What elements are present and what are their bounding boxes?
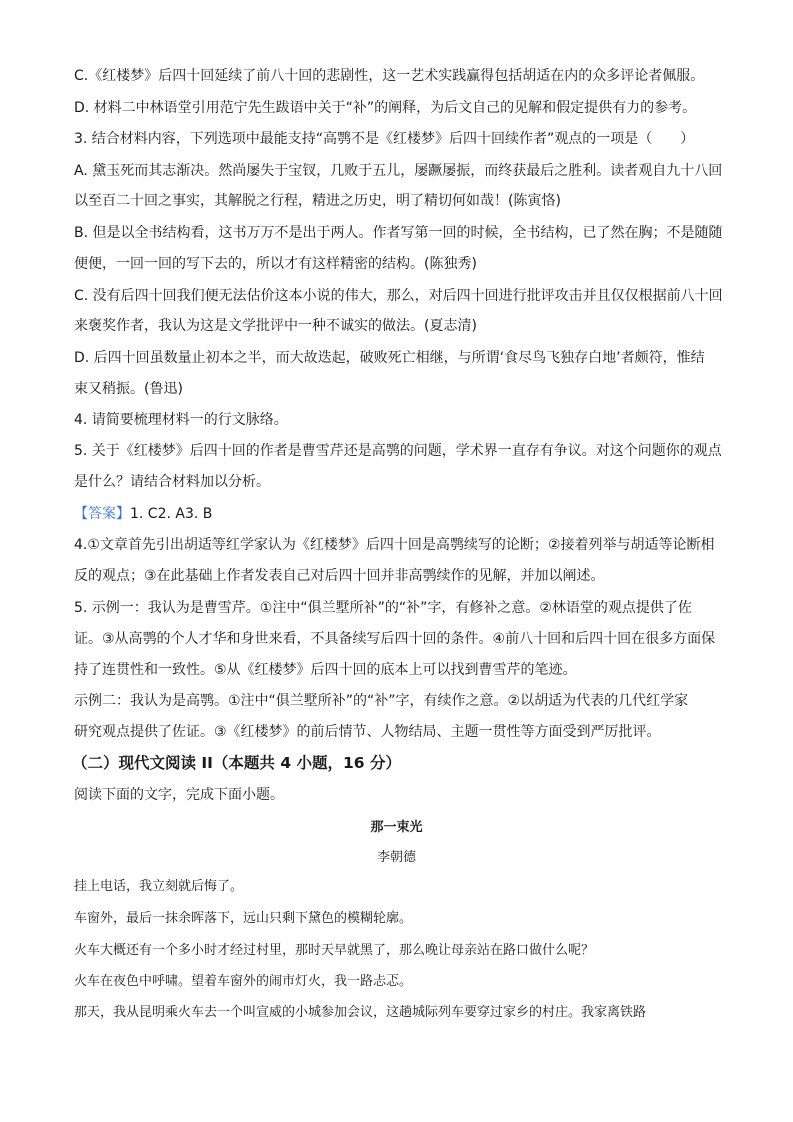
answer-5-line-2: 证。③从高鹗的个人才华和身世来看，不具备续写后四十回的条件。④前八十回和后四十回在很多方面保 — [74, 631, 716, 647]
story-paragraph: 火车在夜色中呼啸。望着车窗外的闹市灯火，我一路忐忑。 — [74, 974, 413, 989]
answer-5-line-1: 5. 示例一：我认为是曹雪芹。①注中“俱兰墅所补”的“补”字，有修补之意。②林语堂的观点提供了佐 — [74, 600, 692, 616]
q3-option-c-line-2: 来褒奖作者，我认为这是文学批评中一种不诚实的做法。(夏志清) — [74, 318, 477, 334]
q3-option-c-line-1: C. 没有后四十回我们便无法估价这本小说的伟大，那么，对后四十回进行批评攻击并且仅仅根据前八十回 — [74, 288, 723, 304]
q3-option-a-line-2: 以至百二十回之事实，其解脱之行程，精进之历史，明了精切何如哉！(陈寅恪) — [74, 193, 561, 209]
answer-tag: 【答案】 — [74, 506, 130, 522]
reading-instruction: 阅读下面的文字，完成下面小题。 — [74, 787, 284, 803]
q3-option-b-line-2: 便便，一回一回的写下去的，所以才有这样精密的结构。(陈独秀) — [74, 256, 477, 272]
story-paragraph: 那天，我从昆明乘火车去一个叫宣威的小城参加会议，这趟城际列车要穿过家乡的村庄。我家离铁路 — [74, 1005, 647, 1020]
answer-4-line-1: 4.①文章首先引出胡适等红学家认为《红楼梦》后四十回是高鹗续写的论断；②接着列举与胡适等论断相 — [74, 537, 715, 553]
q3-option-a-line-1: A. 黛玉死而其志渐决。然尚屡失于宝钗，几败于五儿，屡蹶屡振，而终获最后之胜利。读者观自九十八回 — [74, 163, 723, 179]
question-3: 3. 结合材料内容，下列选项中最能支持“高鹗不是《红楼梦》后四十回续作者”观点的一项是（ ） — [74, 131, 695, 147]
q3-option-d-line-1: D. 后四十回虽数量止初本之半，而大故迭起，破败死亡相继，与所谓‘食尽鸟飞独存白地’者颇符，惟结 — [74, 350, 705, 366]
story-paragraph: 火车大概还有一个多小时才经过村里，那时天早就黑了，那么晚让母亲站在路口做什么呢？ — [74, 943, 595, 958]
answer-5-line-3: 持了连贯性和一致性。⑤从《红楼梦》后四十回的底本上可以找到曹雪芹的笔迹。 — [74, 662, 577, 678]
answer-4-line-2: 反的观点；③在此基础上作者发表自己对后四十回并非高鹗续作的见解，并加以阐述。 — [74, 568, 605, 584]
question-5-line-2: 是什么？请结合材料加以分析。 — [74, 474, 270, 490]
option-c-line: C.《红楼梦》后四十回延续了前八十回的悲剧性，这一艺术实践赢得包括胡适在内的众多评论者佩服。 — [74, 68, 705, 84]
section-title: （二）现代文阅读 II（本题共 4 小题，16 分） — [72, 754, 401, 772]
answer-5-line-4: 示例二：我认为是高鹗。①注中“俱兰墅所补”的“补”字，有续作之意。②以胡适为代表的几代红学家 — [74, 693, 689, 709]
story-author: 李朝德 — [376, 850, 416, 865]
answer-choices: 1. C2. A3. B — [130, 506, 213, 522]
option-d-line: D. 材料二中林语堂引用范宁先生跋语中关于“补”的阐释，为后文自己的见解和假定提供有力的参考。 — [74, 100, 697, 116]
q3-option-b-line-1: B. 但是以全书结构看，这书万万不是出于两人。作者写第一回的时候，全书结构，已了然在胸；不是随随 — [74, 225, 723, 241]
question-4: 4. 请简要梳理材料一的行文脉络。 — [74, 412, 288, 428]
answer-5-line-5: 研究观点提供了佐证。③《红楼梦》的前后情节、人物结局、主题一贯性等方面受到严厉批评。 — [74, 724, 661, 740]
answer-line — [74, 504, 212, 524]
q3-option-d-line-2: 束又稍振。(鲁迅) — [74, 381, 183, 397]
story-paragraph: 车窗外，最后一抹余晖落下，远山只剩下黛色的模糊轮廓。 — [74, 911, 413, 926]
question-5-line-1: 5. 关于《红楼梦》后四十回的作者是曹雪芹还是高鹗的问题，学术界一直存有争议。对这个问题你的观点 — [74, 443, 722, 459]
story-title: 那一束光 — [370, 820, 423, 835]
story-paragraph: 挂上电话，我立刻就后悔了。 — [74, 879, 244, 894]
